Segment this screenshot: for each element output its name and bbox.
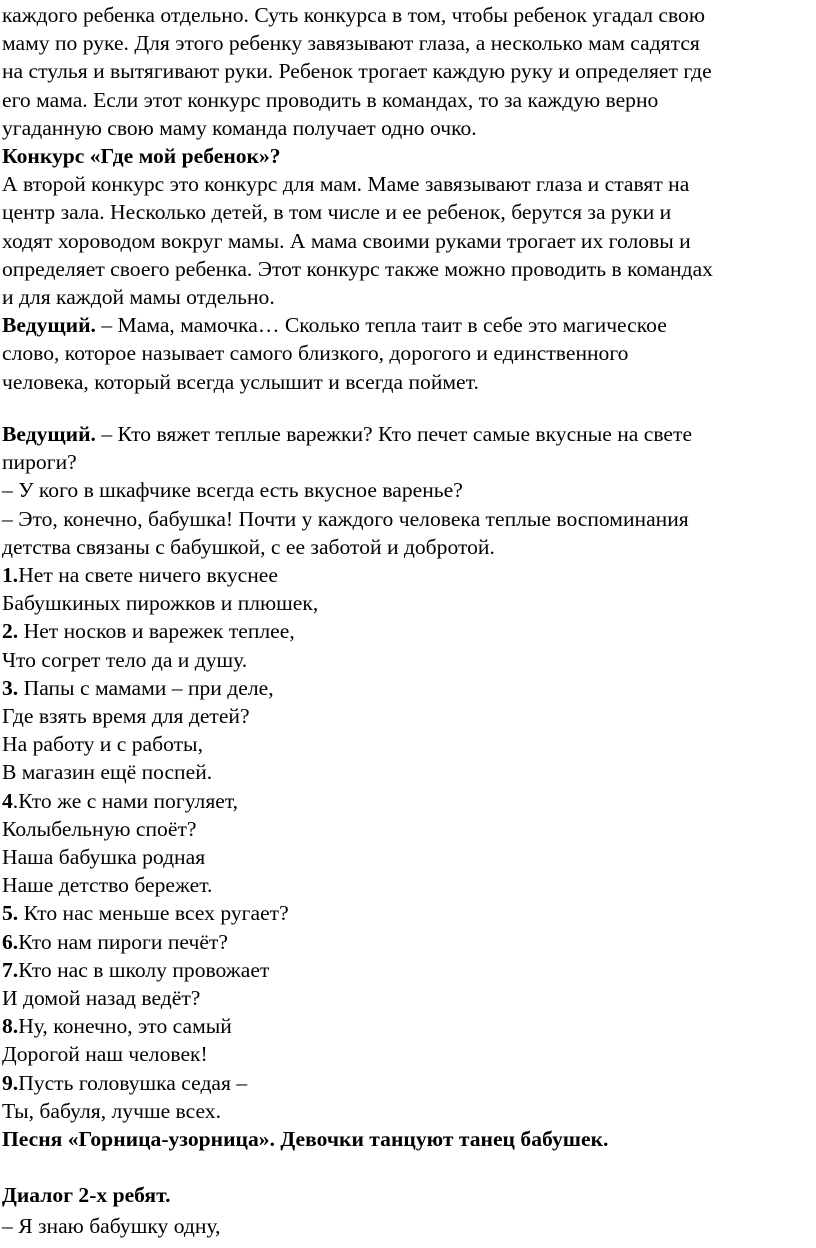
text-line bbox=[2, 57, 712, 85]
bold-run: 3. bbox=[2, 676, 19, 700]
text-run: Ну, конечно, это самый bbox=[18, 1014, 232, 1038]
text-run: Дорогой наш человек! bbox=[2, 1042, 208, 1066]
text-line bbox=[2, 227, 691, 255]
text-run: Папы с мамами – при деле, bbox=[18, 676, 274, 700]
text-line bbox=[2, 29, 700, 57]
section-heading bbox=[2, 142, 281, 170]
text-run: Кто нам пироги печёт? bbox=[18, 930, 228, 954]
text-run: слово, которое называет самого близкого, дорогого и единственного bbox=[2, 341, 629, 365]
bold-run: 4 bbox=[2, 789, 13, 813]
poem-line bbox=[2, 956, 269, 984]
poem-line bbox=[2, 730, 203, 758]
text-run: центр зала. Несколько детей, в том числе и ее ребенок, берутся за руки и bbox=[2, 200, 672, 224]
text-run: каждого ребенка отдельно. Суть конкурса в том, чтобы ребенок угадал свою bbox=[2, 3, 705, 27]
dialog-heading bbox=[2, 1181, 171, 1209]
text-run: угаданную свою маму команда получает одно очко. bbox=[2, 116, 477, 140]
bold-run: Ведущий. bbox=[2, 422, 96, 446]
text-run: Кто нас в школу провожает bbox=[18, 958, 270, 982]
poem-line bbox=[2, 1097, 221, 1125]
bold-run: Конкурс «Где мой ребенок»? bbox=[2, 144, 281, 168]
text-line bbox=[2, 1, 705, 29]
poem-line bbox=[2, 646, 247, 674]
text-line bbox=[2, 114, 477, 142]
poem-line bbox=[2, 787, 238, 815]
text-line bbox=[2, 283, 275, 311]
poem-line bbox=[2, 758, 212, 786]
poem-line bbox=[2, 1040, 208, 1068]
text-line bbox=[2, 311, 667, 339]
poem-line bbox=[2, 1012, 232, 1040]
text-run: И домой назад ведёт? bbox=[2, 986, 201, 1010]
poem-line bbox=[2, 674, 274, 702]
poem-line bbox=[2, 1069, 247, 1097]
text-run: его мама. Если этот конкурс проводить в командах, то за каждую верно bbox=[2, 88, 659, 112]
poem-line bbox=[2, 871, 212, 899]
bold-run: 2. bbox=[2, 619, 19, 643]
text-line bbox=[2, 86, 658, 114]
text-run: На работу и с работы, bbox=[2, 732, 203, 756]
text-run: Бабушкиных пирожков и плюшек, bbox=[2, 591, 319, 615]
text-run: на стулья и вытягивают руки. Ребенок трогает каждую руку и определяет где bbox=[2, 59, 712, 83]
text-run: определяет своего ребенка. Этот конкурс также можно проводить в командах bbox=[2, 257, 713, 281]
text-run: человека, который всегда услышит и всегда поймет. bbox=[2, 370, 479, 394]
text-run: – Я знаю бабушку одну, bbox=[2, 1214, 221, 1238]
bold-run: Песня «Горница-узорница». Девочки танцуют танец бабушек. bbox=[2, 1127, 609, 1151]
text-run: и для каждой мамы отдельно. bbox=[2, 285, 275, 309]
text-line bbox=[2, 255, 713, 283]
text-line bbox=[2, 368, 479, 396]
text-run: Колыбельную споёт? bbox=[2, 817, 197, 841]
text-run: Наше детство бережет. bbox=[2, 873, 213, 897]
text-run: Кто нас меньше всех ругает? bbox=[18, 901, 289, 925]
text-run: пироги? bbox=[2, 450, 77, 474]
text-run: Нет носков и варежек теплее, bbox=[18, 619, 295, 643]
poem-line bbox=[2, 561, 278, 589]
text-line bbox=[2, 198, 671, 226]
poem-line bbox=[2, 815, 196, 843]
bold-run: 5. bbox=[2, 901, 19, 925]
text-run: – Это, конечно, бабушка! Почти у каждого человека теплые воспоминания bbox=[2, 507, 689, 531]
text-run: .Кто же с нами погуляет, bbox=[12, 789, 239, 813]
text-line bbox=[2, 1212, 221, 1240]
text-run: А второй конкурс это конкурс для мам. Маме завязывают глаза и ставят на bbox=[2, 172, 690, 196]
bold-run: Ведущий. bbox=[2, 313, 96, 337]
poem-line bbox=[2, 928, 228, 956]
text-run: В магазин ещё поспей. bbox=[2, 760, 213, 784]
text-line bbox=[2, 476, 463, 504]
text-run: Пусть головушка седая – bbox=[18, 1071, 248, 1095]
poem-line bbox=[2, 617, 295, 645]
bold-run: 7. bbox=[2, 958, 19, 982]
bold-run: 1. bbox=[2, 563, 19, 587]
text-run: Что согрет тело да и душу. bbox=[2, 648, 248, 672]
bold-run: 8. bbox=[2, 1014, 19, 1038]
poem-line bbox=[2, 899, 289, 927]
text-line bbox=[2, 170, 689, 198]
bold-run: 6. bbox=[2, 930, 19, 954]
bold-run: 9. bbox=[2, 1071, 19, 1095]
poem-line bbox=[2, 984, 200, 1012]
text-run: Нет на свете ничего вкуснее bbox=[18, 563, 278, 587]
text-run: – У кого в шкафчике всегда есть вкусное варенье? bbox=[2, 478, 463, 502]
text-line bbox=[2, 448, 77, 476]
text-line bbox=[2, 339, 628, 367]
text-run: детства связаны с бабушкой, с ее заботой и добротой. bbox=[2, 535, 495, 559]
text-run: маму по руке. Для этого ребенку завязывают глаза, а несколько мам садятся bbox=[2, 31, 700, 55]
text-run: – Кто вяжет теплые варежки? Кто печет самые вкусные на свете bbox=[95, 422, 693, 446]
text-line bbox=[2, 505, 689, 533]
text-run: Где взять время для детей? bbox=[2, 704, 250, 728]
poem-line bbox=[2, 702, 250, 730]
poem-line bbox=[2, 843, 205, 871]
bold-run: Диалог 2-х ребят. bbox=[2, 1183, 171, 1207]
text-run: – Мама, мамочка… Сколько тепла таит в себе это магическое bbox=[95, 313, 667, 337]
song-heading bbox=[2, 1125, 608, 1153]
text-line bbox=[2, 533, 495, 561]
text-run: ходят хороводом вокруг мамы. А мама своими руками трогает их головы и bbox=[2, 229, 691, 253]
text-run: Ты, бабуля, лучше всех. bbox=[2, 1099, 221, 1123]
text-run: Наша бабушка родная bbox=[2, 845, 206, 869]
text-line bbox=[2, 420, 692, 448]
poem-line bbox=[2, 589, 318, 617]
